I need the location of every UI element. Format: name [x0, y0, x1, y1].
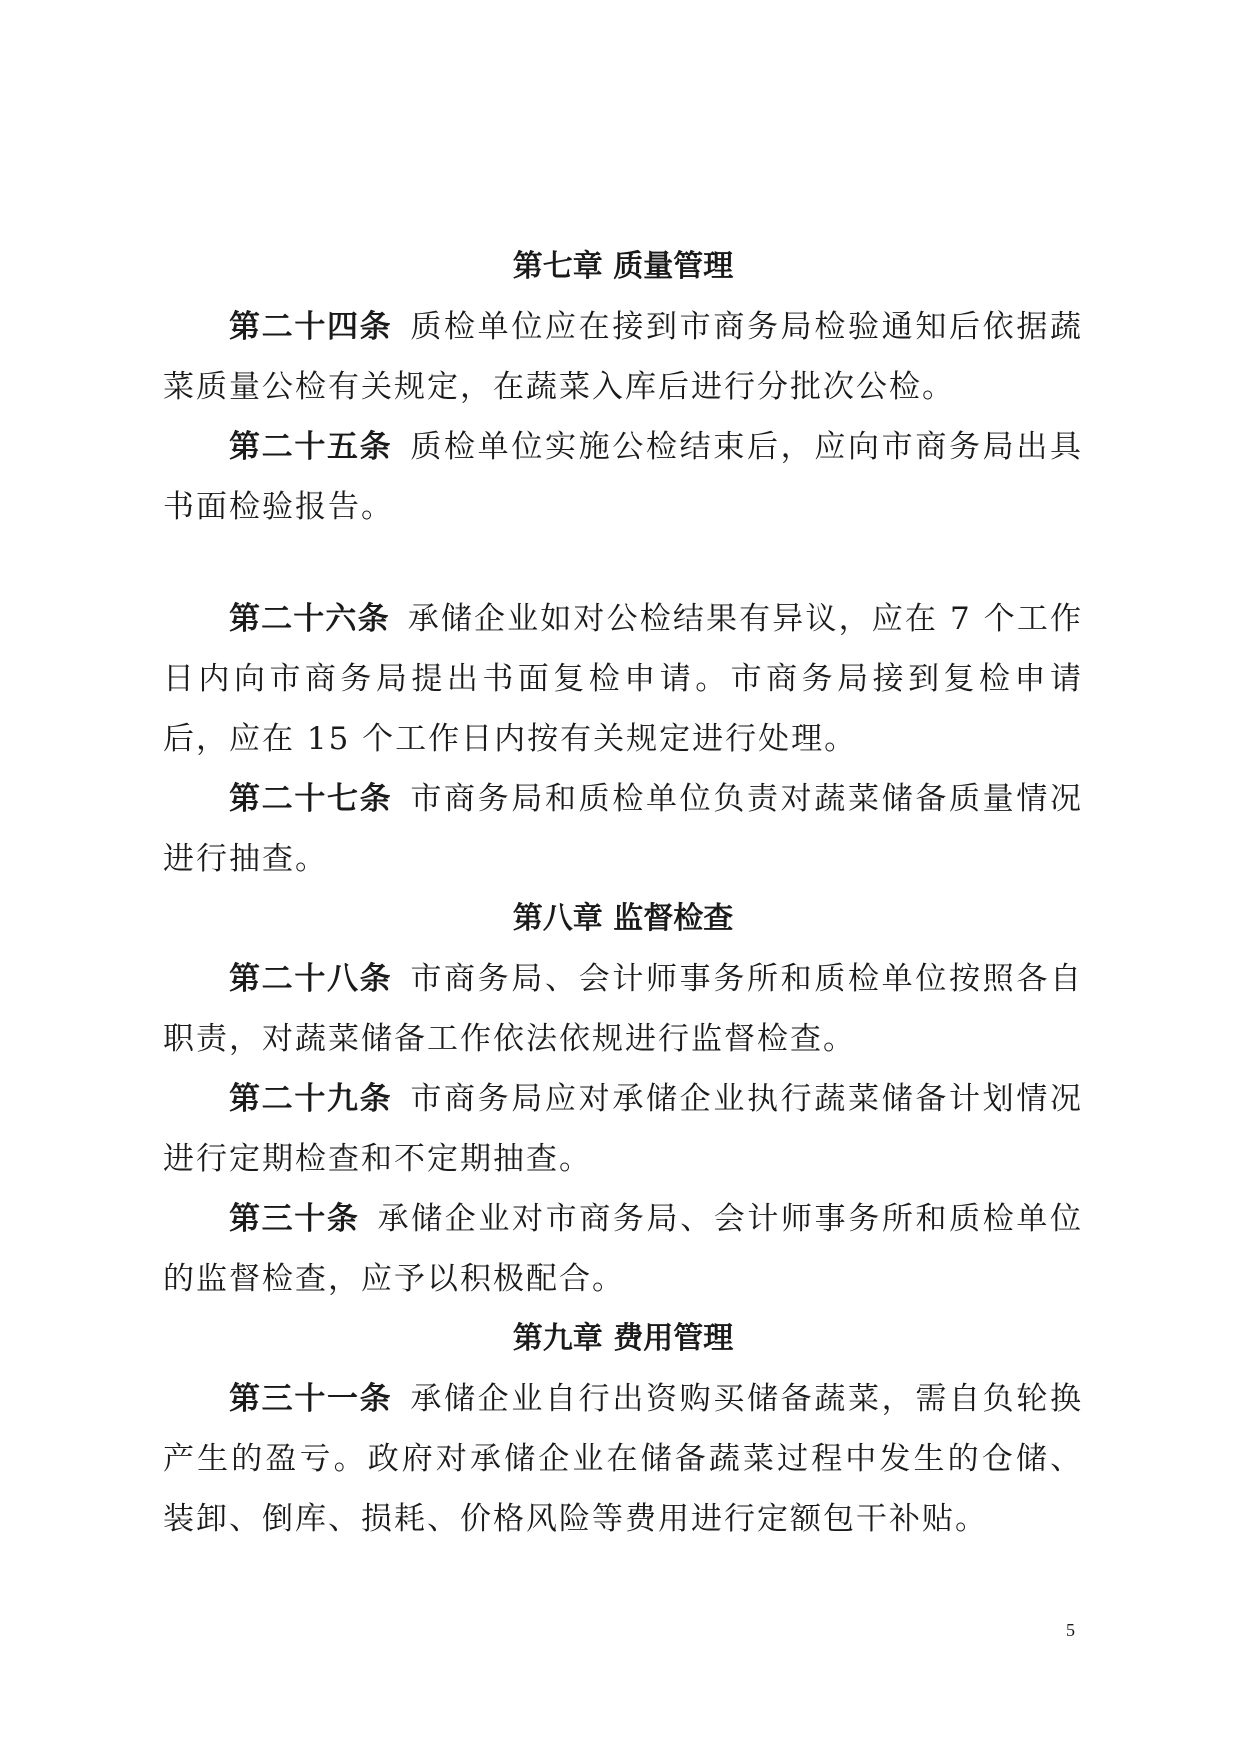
article-25	[163, 417, 1083, 537]
article-26	[163, 589, 1083, 769]
chapter-7-heading: 第七章 质量管理	[512, 249, 734, 284]
article-number: 第二十四条	[229, 309, 393, 345]
chapter-8-heading: 第八章 监督检查	[512, 901, 734, 936]
chapter-9-heading: 第九章 费用管理	[512, 1321, 734, 1356]
article-28	[163, 949, 1083, 1069]
article-text: 市商务局和质检单位负责对蔬菜储备质量情况进行抽查。	[163, 781, 1084, 877]
article-text: 市商务局应对承储企业执行蔬菜储备计划情况进行定期检查和不定期抽查。	[163, 1081, 1084, 1177]
article-number: 第二十九条	[229, 1081, 393, 1117]
paragraph-gap	[163, 537, 1083, 589]
page-content	[163, 237, 1083, 1549]
article-24	[163, 297, 1083, 417]
article-text: 市商务局、会计师事务所和质检单位按照各自职责，对蔬菜储备工作依法依规进行监督检查。	[163, 961, 1084, 1057]
article-27	[163, 769, 1083, 889]
article-30	[163, 1189, 1083, 1309]
article-number: 第二十八条	[229, 961, 393, 997]
article-text: 承储企业如对公检结果有异议，应在 7 个工作日内向市商务局提出书面复检申请。市商务局接到复检申请后，应在 15 个工作日内按有关规定进行处理。	[163, 601, 1083, 757]
article-number: 第三十条	[229, 1201, 360, 1237]
article-29	[163, 1069, 1083, 1189]
article-number: 第三十一条	[229, 1381, 393, 1417]
article-number: 第二十七条	[229, 781, 393, 817]
article-text: 承储企业对市商务局、会计师事务所和质检单位的监督检查，应予以积极配合。	[163, 1201, 1083, 1297]
article-text: 质检单位应在接到市商务局检验通知后依据蔬菜质量公检有关规定，在蔬菜入库后进行分批次公检。	[163, 309, 1084, 405]
article-number: 第二十六条	[229, 601, 390, 637]
article-number: 第二十五条	[229, 429, 393, 465]
article-text: 质检单位实施公检结束后，应向市商务局出具书面检验报告。	[163, 429, 1084, 525]
page-number: 5	[1066, 1620, 1075, 1640]
article-31	[163, 1369, 1083, 1549]
article-text: 承储企业自行出资购买储备蔬菜，需自负轮换产生的盈亏。政府对承储企业在储备蔬菜过程中发生的仓储、装卸、倒库、损耗、价格风险等费用进行定额包干补贴。	[163, 1381, 1084, 1537]
